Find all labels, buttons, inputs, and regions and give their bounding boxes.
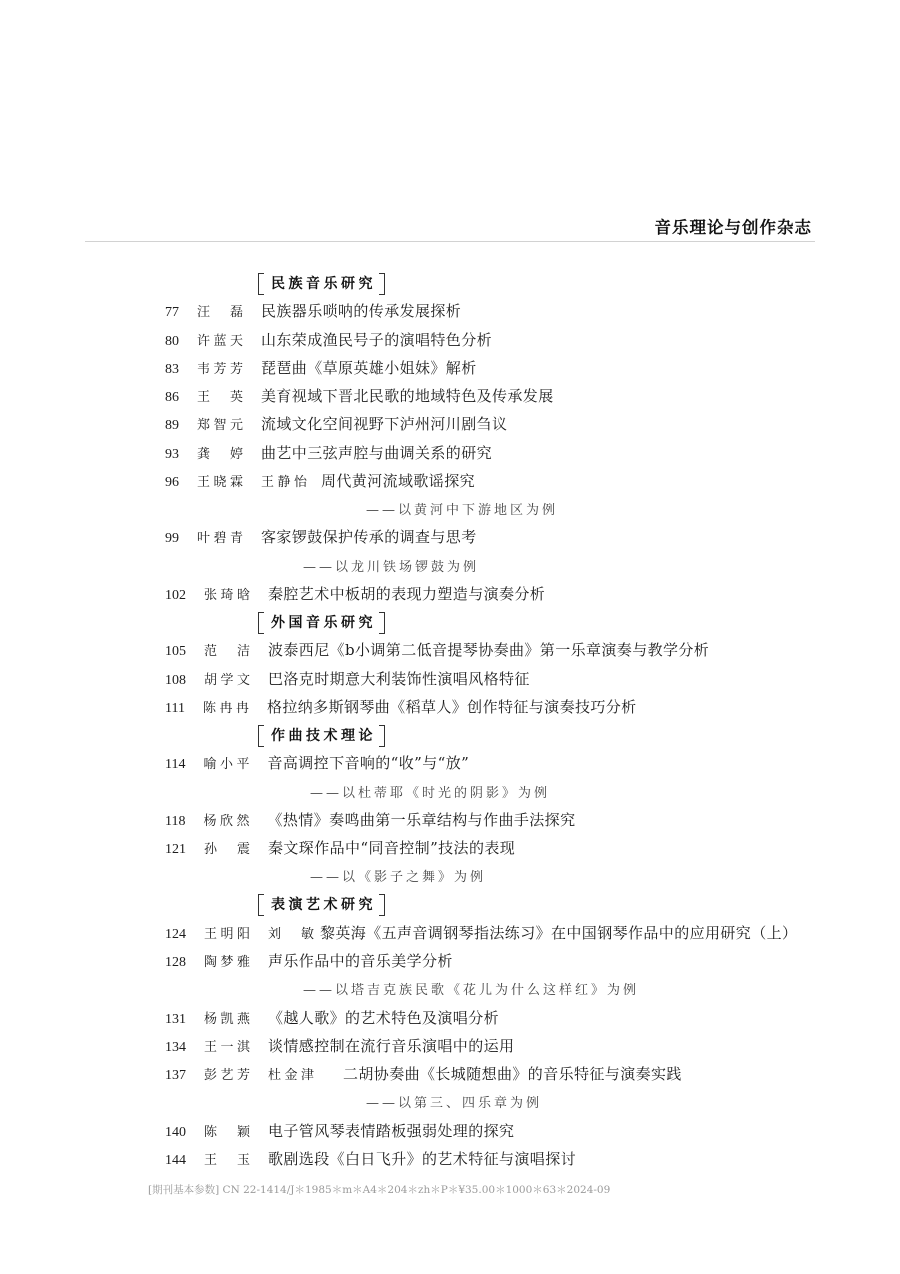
- article-subtitle: ——以第三、四乐章为例: [366, 1096, 543, 1112]
- toc-entry: [0, 1145, 900, 1173]
- page-number: 131: [165, 1011, 186, 1027]
- page-number: 83: [165, 361, 179, 377]
- page-number: 144: [165, 1152, 186, 1168]
- toc-entry: [0, 410, 900, 438]
- section-title: 外国音乐研究: [258, 613, 385, 633]
- page-number: 77: [165, 305, 179, 321]
- author: 喻小平: [203, 757, 250, 773]
- toc-entry: [0, 354, 900, 382]
- article-subtitle: ——以黄河中下游地区为例: [366, 503, 559, 518]
- page-number: 102: [165, 587, 186, 603]
- article-title: 巴洛克时期意大利装饰性演唱风格特征: [268, 669, 530, 688]
- page-number: 137: [165, 1068, 186, 1083]
- article-title: 秦腔艺术中板胡的表现力塑造与演奏分析: [268, 584, 546, 603]
- author: 许蓝天: [197, 333, 243, 349]
- author: 王 英: [197, 390, 243, 405]
- page-number: 96: [165, 474, 179, 490]
- author: 杜金津: [268, 1068, 314, 1083]
- journal-title: 音乐理论与创作杂志: [654, 218, 812, 237]
- article-subtitle: ——以杜蒂耶《时光的阴影》为例: [310, 785, 551, 801]
- article-title: 《热情》奏鸣曲第一乐章结构与作曲手法探究: [267, 810, 576, 829]
- section-title: 表演艺术研究: [258, 895, 385, 915]
- author: 胡学文: [204, 672, 250, 688]
- author: 王一淇: [204, 1039, 250, 1055]
- page-number: 134: [165, 1039, 186, 1055]
- toc-entry: [0, 806, 900, 834]
- toc-subtitle-row: [0, 1088, 900, 1116]
- toc-entry: [0, 1004, 900, 1032]
- article-title: 电子管风琴表情踏板强弱处理的探究: [268, 1121, 515, 1140]
- header-divider: [85, 241, 815, 242]
- toc-entry: [0, 693, 900, 721]
- author: 王明阳: [204, 926, 250, 942]
- author: 杨凯燕: [204, 1011, 250, 1027]
- parameters-label: [期刊基本参数]: [148, 1184, 220, 1196]
- article-title: 波泰西尼《b小调第二低音提琴协奏曲》第一乐章演奏与教学分析: [268, 641, 710, 660]
- article-title: 琵琶曲《草原英雄小姐妹》解析: [261, 358, 477, 377]
- journal-parameters: [148, 1182, 610, 1197]
- author: 王晓霖: [197, 474, 243, 490]
- page-number: 111: [165, 700, 185, 716]
- article-title: 美育视域下晋北民歌的地域特色及传承发展: [261, 387, 554, 405]
- toc-entry: [0, 947, 900, 975]
- page-number: 121: [165, 842, 186, 857]
- article-title: 二胡协奏曲《长城随想曲》的音乐特征与演奏实践: [343, 1065, 682, 1083]
- toc-entry: [0, 467, 900, 495]
- page-number: 99: [165, 531, 179, 547]
- page-number: 128: [165, 955, 186, 970]
- page-number: 118: [165, 813, 186, 829]
- author: 王 玉: [204, 1152, 250, 1168]
- author: 张琦晗: [204, 587, 250, 603]
- article-title: 山东荣成渔民号子的演唱特色分析: [261, 330, 493, 349]
- toc-entry: [0, 523, 900, 551]
- author: 叶碧青: [197, 531, 243, 547]
- author: 郑智元: [197, 418, 243, 434]
- article-title: 周代黄河流域歌谣探究: [321, 471, 476, 490]
- author: 范 洁: [204, 644, 250, 660]
- page-number: 140: [165, 1124, 186, 1140]
- section-title: 作曲技术理论: [258, 726, 385, 746]
- author: 陈 颖: [204, 1124, 250, 1140]
- author: 陈冉冉: [202, 700, 249, 716]
- toc-entry: [0, 382, 900, 410]
- toc-subtitle-row: [0, 778, 900, 806]
- page-number: 114: [165, 757, 186, 773]
- article-title: 流域文化空间视野下泸州河川剧刍议: [261, 415, 508, 434]
- page-number: 80: [165, 333, 179, 349]
- toc-entry: [0, 919, 900, 947]
- toc-entry: [0, 580, 900, 608]
- toc-subtitle-row: [0, 862, 900, 890]
- section-heading: [0, 269, 900, 297]
- toc-entry: [0, 439, 900, 467]
- author: 彭艺芳: [204, 1068, 250, 1083]
- author: 韦芳芳: [197, 361, 243, 377]
- author: 龚 婷: [197, 446, 243, 462]
- page-number: 124: [165, 926, 186, 942]
- toc-entry: [0, 834, 900, 862]
- toc-entry: [0, 636, 900, 664]
- article-title: 民族器乐唢呐的传承发展探析: [261, 302, 462, 321]
- author: 陶梦雅: [204, 955, 250, 970]
- toc-subtitle-row: [0, 975, 900, 1003]
- article-title: 《越人歌》的艺术特色及演唱分析: [268, 1008, 500, 1027]
- page-number: 93: [165, 446, 179, 462]
- page-number: 86: [165, 390, 179, 405]
- author: 王静怡: [261, 474, 307, 490]
- article-title: 曲艺中三弦声腔与曲调关系的研究: [261, 443, 493, 462]
- author: 杨欣然: [203, 813, 250, 829]
- toc-entry: [0, 326, 900, 354]
- page-number: 105: [165, 644, 186, 660]
- article-title: 声乐作品中的音乐美学分析: [268, 952, 453, 970]
- article-title: 秦文琛作品中“同音控制”技法的表现: [268, 839, 516, 857]
- article-subtitle: ——以塔吉克族民歌《花儿为什么这样红》为例: [303, 983, 640, 999]
- toc-subtitle-row: [0, 495, 900, 523]
- section-heading: [0, 891, 900, 919]
- article-title: 客家锣鼓保护传承的调查与思考: [261, 528, 477, 547]
- section-title: 民族音乐研究: [258, 274, 385, 294]
- author: 汪 磊: [197, 305, 243, 321]
- article-title: 歌剧选段《白日飞升》的艺术特征与演唱探讨: [268, 1149, 577, 1168]
- toc-entry: [0, 749, 900, 777]
- toc-entry: [0, 1117, 900, 1145]
- article-title: 格拉纳多斯钢琴曲《稻草人》创作特征与演奏技巧分析: [266, 697, 637, 716]
- article-title: 谈情感控制在流行音乐演唱中的运用: [268, 1036, 515, 1055]
- toc-entry: [0, 665, 900, 693]
- author: 刘 敏: [268, 926, 314, 942]
- article-subtitle: ——以龙川铁场锣鼓为例: [303, 559, 480, 575]
- page-number: 108: [165, 672, 186, 688]
- article-subtitle: ——以《影子之舞》为例: [310, 870, 487, 886]
- toc-entry: [0, 297, 900, 325]
- table-of-contents: [0, 269, 900, 1173]
- article-title: 黎英海《五声音调钢琴指法练习》在中国钢琴作品中的应用研究（上）: [320, 923, 798, 942]
- article-title: 音高调控下音响的“收”与“放”: [267, 754, 470, 773]
- page-number: 89: [165, 418, 179, 434]
- parameters-value: CN 22-1414/J＊1985＊m＊A4＊204＊zh＊P＊¥35.00＊1000＊63＊2024-09: [222, 1184, 611, 1196]
- section-heading: [0, 721, 900, 749]
- toc-entry: [0, 1032, 900, 1060]
- toc-subtitle-row: [0, 552, 900, 580]
- toc-entry: [0, 1060, 900, 1088]
- section-heading: [0, 608, 900, 636]
- author: 孙 震: [204, 842, 250, 857]
